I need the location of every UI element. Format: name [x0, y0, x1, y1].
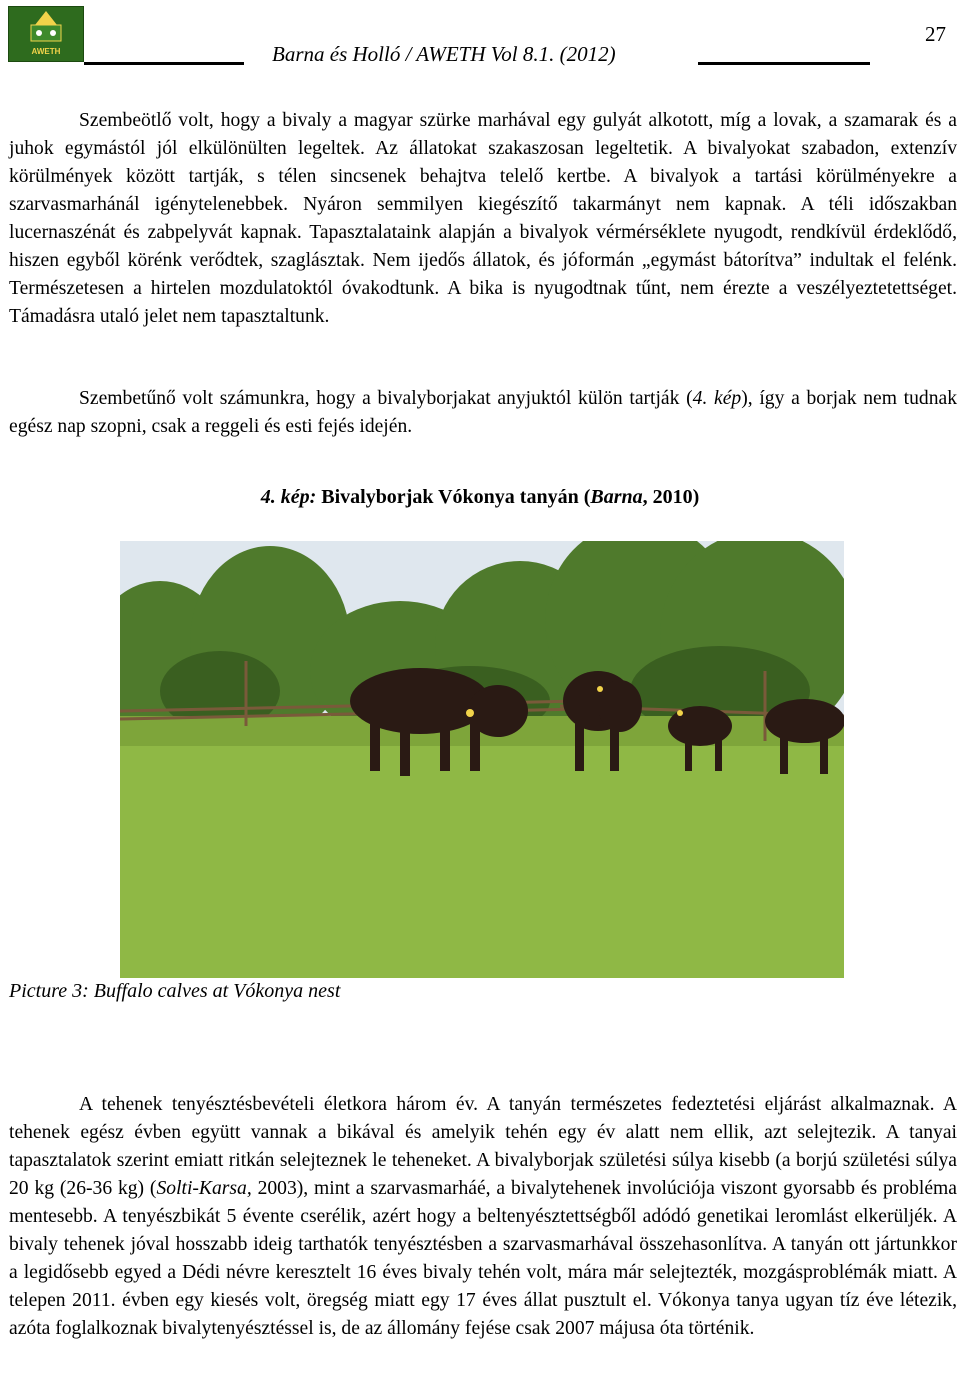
buffalo-calves-photo [120, 541, 844, 978]
paragraph-2-text-a: Szembetűnő volt számunkra, hogy a bivalyborjakat anyjuktól külön tartják ( [79, 388, 693, 409]
journal-logo [8, 6, 84, 62]
figure-caption-english: Picture 3: Buffalo calves at Vókonya nest [9, 980, 341, 1002]
running-header: Barna és Holló / AWETH Vol 8.1. (2012) [272, 42, 616, 66]
paragraph-2 [9, 385, 957, 441]
figure-label: 4. kép: [260, 486, 317, 508]
paragraph-3-text-b: 2003), mint a szarvasmarháé, a bivalytehenek involúciója viszont gyorsabb és probléma mentesebb. A tenyészbikát 5 évente cserélik, azért hogy a beltenyésztettségből adódó genetikai leromlást elkerüljék. A bivaly tehenek jóval hosszabb ideig tarthatók tenyésztésben a szarvasmarhával összehasonlítva. A tanyán ott jártunkkor a legidősebb egyed a Dédi névre keresztelt 16 éves bivaly tehén volt, mára már selejtezték, mozgásproblémák miatt. A telepen 2011. évben egy kiesés volt, öregség miatt egy 17 éves állat pusztult el. Vókonya tanya ugyan tíz éve létezik, azóta foglalkoznak bivalytenyésztéssel is, de az állomány fejése csak 2007 májusa óta történik. [9, 1178, 957, 1339]
figure-title-a: Bivalyborjak Vókonya tanyán ( [316, 486, 591, 508]
figure-caption-hungarian [0, 486, 960, 509]
figure-title-b: , 2010) [642, 486, 700, 508]
logo-text: AWETH [31, 47, 61, 56]
paragraph-2-text-b: ), így a borjak nem tudnak egész nap szopni, csak a reggeli és esti fejés idején. [9, 388, 957, 437]
figure-author: Barna [590, 486, 643, 508]
paragraph-1: Szembeötlő volt, hogy a bivaly a magyar szürke marhával egy gulyát alkotott, míg a lovak, a szamarak és a juhok egymástól jól elkülönülten legeltek. Az állatokat szakaszosan legeltetik. A bivalyokat szabadon, extenzív körülmények között tartják, s télen sincsenek behajtva telelő kertbe. A bivalyok a tartási körülményekre a szarvasmarhánál igénytelenebbek. Nyáron semmilyen kiegészítő takarmányt nem kapnak. A téli időszakban lucernaszénát és zabpelyvát kapnak. Tapasztalataink alapján a bivalyok vérmérséklete nyugodt, rendkívül érdeklődő, hiszen egyből körénk verődtek, szaglásztak. Nem ijedős állatok, és jóformán „egymást bátorítva” indultak el felénk. Természetesen a hirtelen mozdulatoktól óvakodtunk. A bika is nyugodtnak tűnt, nem érezte a veszélyeztetettséget. Támadásra utaló jelet nem tapasztaltunk. [9, 110, 957, 327]
header-rule-left [84, 62, 244, 65]
paragraph-3-text-a: A tehenek tenyésztésbevételi életkora három év. A tanyán természetes fedeztetési eljárást alkalmaznak. A tehenek egész évben együtt vannak a bikával és amelyik tehén egy év alatt nem ellik, azt selejtezik. A tanyai tapasztalatok szerint emiatt ritkán selejteznek le teheneket. A bivalyborjak születési súlya kisebb (a borjú születési súlya 20 kg (26-36 kg) ( [9, 1094, 957, 1199]
grass [120, 716, 844, 978]
citation-author: Solti-Karsa, [156, 1178, 252, 1199]
paragraph-3 [9, 1091, 957, 1343]
header-rule-right [698, 62, 870, 65]
figure-reference: 4. kép [692, 388, 742, 409]
photo-illustration [120, 541, 844, 978]
page-number: 27 [925, 22, 946, 46]
